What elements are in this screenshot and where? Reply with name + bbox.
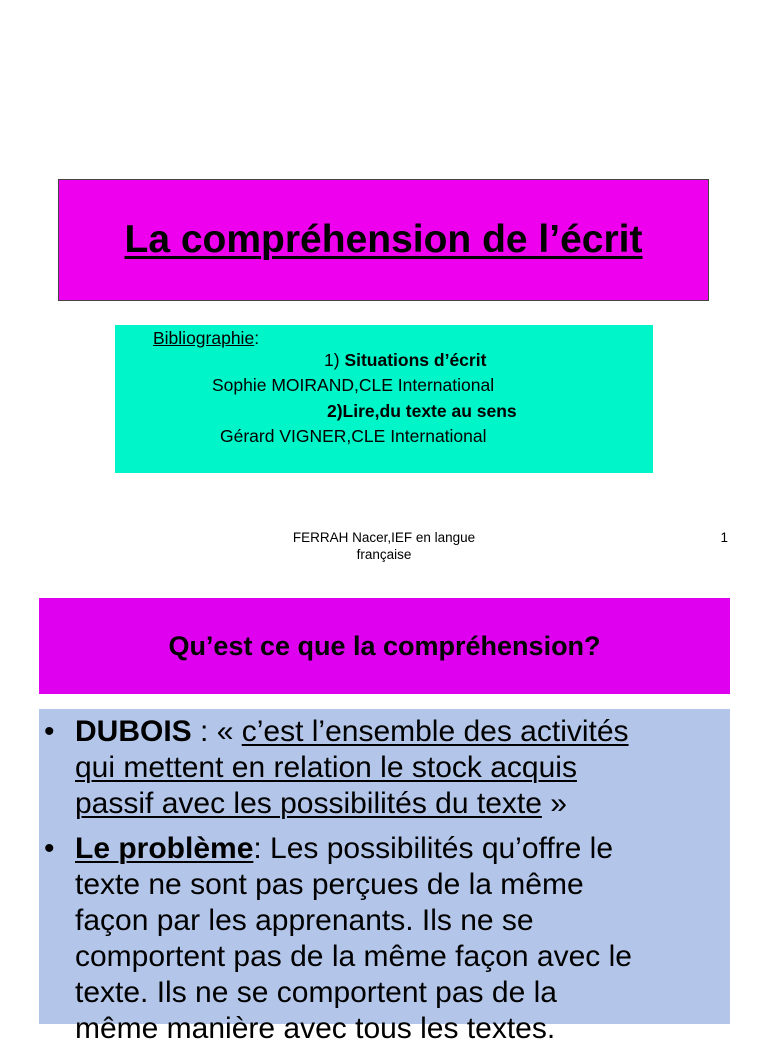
title-banner — [58, 179, 709, 301]
slide-title: La compréhension de l’écrit — [124, 218, 643, 261]
question-heading: Qu’est ce que la compréhension? — [168, 630, 601, 661]
bibliography-item-1-title-text: Situations d’écrit — [344, 350, 487, 370]
bullet-dubois-line-3 — [75, 786, 567, 822]
bullet-dubois-line-2 — [75, 750, 577, 786]
footer-author-line-1: FERRAH Nacer,IEF en langue — [292, 530, 476, 545]
bullet-dubois-quote-1: c’est l’ensemble des activités — [241, 715, 629, 748]
bibliography-item-1-title — [324, 348, 486, 374]
bullet-dot: • — [44, 832, 55, 865]
bullet-probleme-line-1 — [75, 831, 613, 867]
bullet-dubois-line-1 — [75, 714, 629, 750]
bullet-dubois-sep: : « — [191, 715, 242, 748]
bullet-dubois-quote-3: passif avec les possibilités du texte — [75, 787, 542, 820]
bullet-probleme-line-5: texte. Ils ne se comportent pas de la — [75, 976, 557, 1009]
bullet-probleme-line-1-rest: : Les possibilités qu’offre le — [253, 832, 614, 865]
slide-page-number: 1 — [720, 530, 728, 545]
bibliography-item-2-title: 2)Lire,du texte au sens — [327, 401, 517, 421]
bibliography-heading-label: Bibliographie — [153, 328, 255, 348]
bullet-probleme-line-6: même manière avec tous les textes. — [75, 1012, 556, 1045]
question-banner — [39, 598, 730, 694]
bullet-probleme-lead: Le problème — [75, 832, 254, 865]
slide-footer-author — [234, 529, 534, 563]
bibliography-heading — [153, 326, 259, 352]
bullet-dubois-quote-2: qui mettent en relation le stock acquis — [75, 751, 577, 784]
footer-author-line-2: française — [356, 547, 412, 562]
bibliography-box — [115, 325, 653, 473]
bullet-probleme-line-2: texte ne sont pas perçues de la même — [75, 868, 584, 901]
bullet-probleme-line-4: comportent pas de la même façon avec le — [75, 940, 632, 973]
bibliography-item-1-author: Sophie MOIRAND,CLE International — [212, 375, 495, 395]
bullet-dubois-close: » — [541, 787, 567, 820]
bullet-dot: • — [44, 715, 55, 748]
bibliography-item-1-number: 1) — [324, 350, 345, 370]
bullet-probleme-line-3: façon par les apprenants. Ils ne se — [75, 904, 534, 937]
bibliography-item-2-author: Gérard VIGNER,CLE International — [220, 426, 487, 446]
bullet-dubois-lead: DUBOIS — [75, 715, 192, 748]
definition-content-box — [39, 709, 730, 1045]
bibliography-heading-colon: : — [254, 328, 260, 348]
